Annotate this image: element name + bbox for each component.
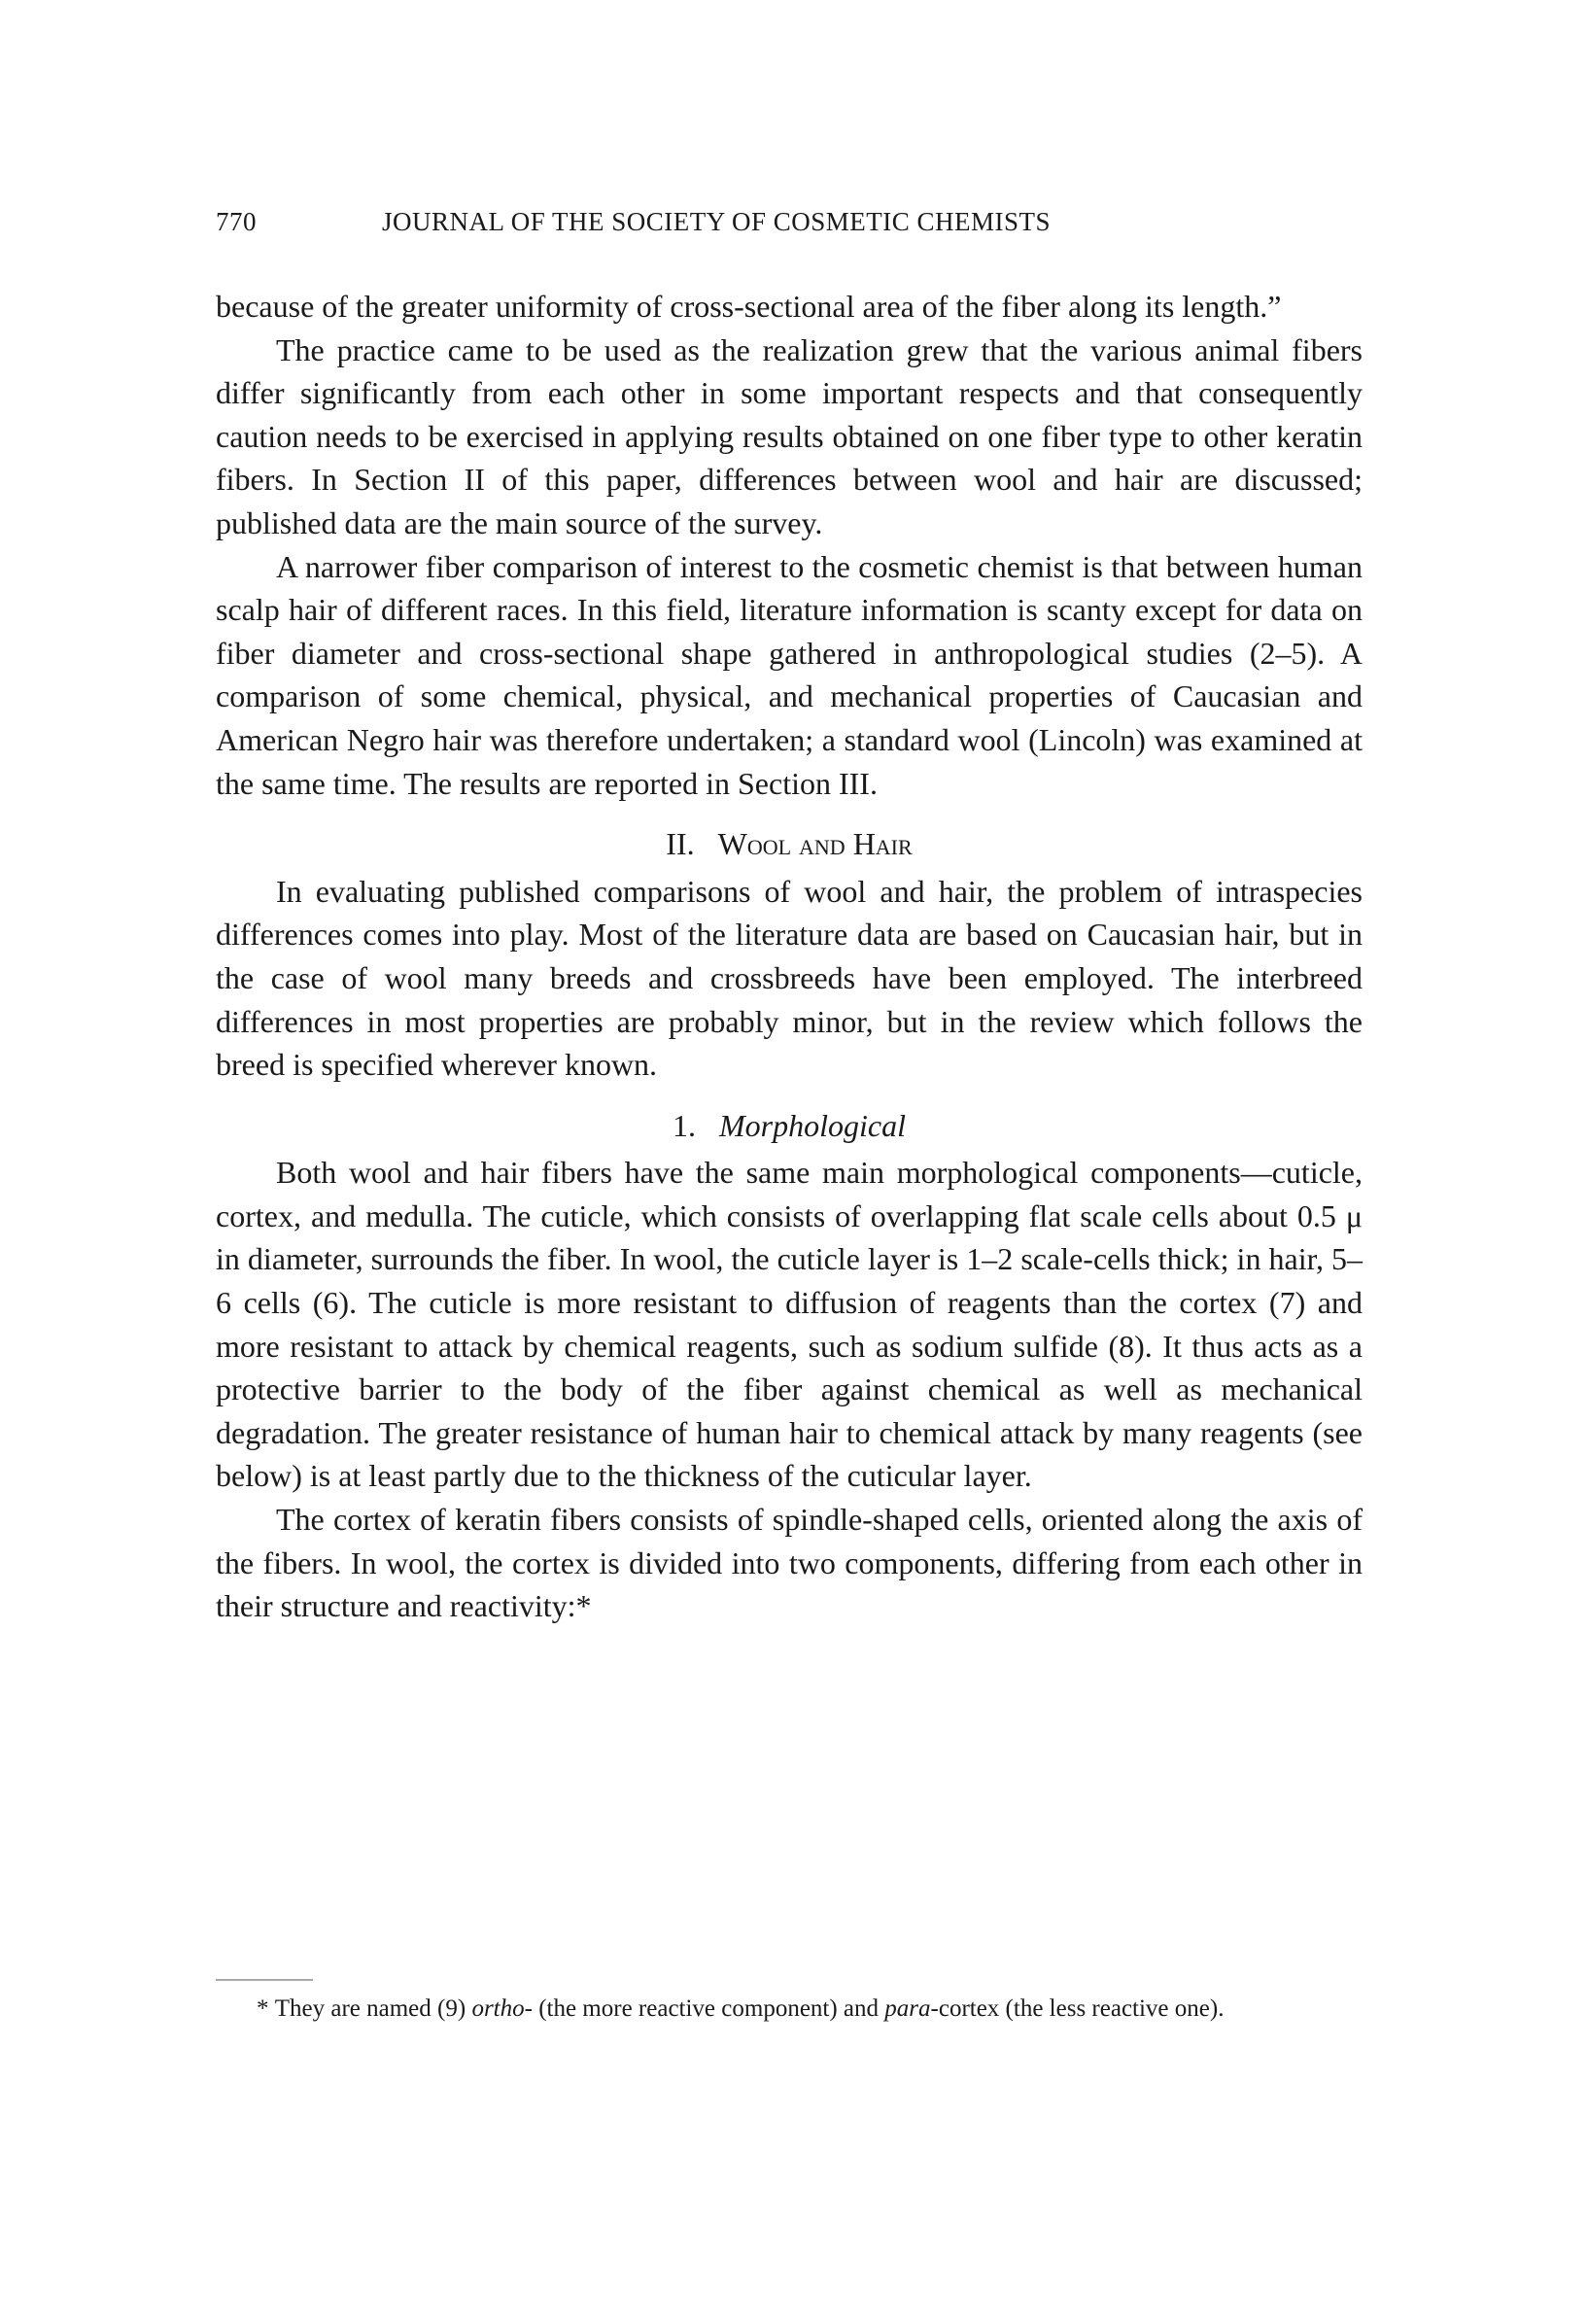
page-number: 770 xyxy=(216,207,257,236)
paragraph-narrower-comparison: A narrower fiber comparison of interest to the cosmetic chemist is that between human scalp hair of different races. In this field, literature information is scanty except for data on fiber diameter and cross-sectional shape gathered in anthropological studies (2–5). A comparison of some chemical, physical, and mechanical properties of Caucasian and American Negro hair was therefore undertaken; a standard wool (Lincoln) was examined at the same time. The results are reported in Section III. xyxy=(216,548,1363,801)
footnote-marker: * xyxy=(257,1995,269,2022)
footnote-text-before: They are named (9) xyxy=(274,1995,472,2022)
subsection-number: 1. xyxy=(673,1107,696,1143)
footnote-para: para- xyxy=(884,1995,939,2022)
footnote-rule xyxy=(216,1979,313,1981)
paragraph-cortex: The cortex of keratin fibers consists of spindle-shaped cells, oriented along the axis of the fibers. In wool, the cortex is divided into two components, differing from each other in their structure and reactivity:* xyxy=(216,1502,1363,1624)
paragraph-morphology: Both wool and hair fibers have the same main morphological components—cuticle, cortex, and medulla. The cuticle, which consists of overlapping flat scale cells about 0.5 μ in diameter, surrounds the fiber. In wool, the cuticle layer is 1–2 scale-cells thick; in hair, 5–6 cells (6). The cuticle is more resistant to diffusion of reagents than the cortex (7) and more resistant to attack by chemical reagents, such as sodium sulfide (8). It thus acts as a protective barrier to the body of the fiber against chemical as well as mechanical degradation. The greater resistance of human hair to chemical attack by many reagents (see below) is at least partly due to the thickness of the cuticular layer. xyxy=(216,1155,1363,1494)
journal-title: JOURNAL OF THE SOCIETY OF COSMETIC CHEMISTS xyxy=(382,207,1052,236)
footnote-text-middle: (the more reactive component) and xyxy=(532,1995,885,2022)
section-number: II. xyxy=(666,826,695,862)
footnote-text-after: cortex (the less reactive one). xyxy=(938,1995,1225,2022)
paragraph-continuation: because of the greater uniformity of cross-sectional area of the fiber along its length.” xyxy=(216,289,1282,324)
footnote-text xyxy=(216,1992,1363,2026)
paragraph-evaluating: In evaluating published comparisons of wool and hair, the problem of intraspecies differences comes into play. Most of the literature data are based on Caucasian hair, but in the case of wool many breeds and crossbreeds have been employed. The interbreed differences in most properties are probably minor, but in the review which follows the breed is specified wherever known. xyxy=(216,873,1363,1083)
footnote xyxy=(216,1992,1363,2026)
section-heading xyxy=(216,822,1363,866)
subsection-title: Morphological xyxy=(719,1107,906,1143)
paragraph-practice: The practice came to be used as the realization grew that the various animal fibers differ significantly from each other in some important respects and that consequently caution needs to be exercised in applying results obtained on one fiber type to other keratin fibers. In Section II of this paper, differences between wool and hair are discussed; published data are the main source of the survey. xyxy=(216,331,1363,540)
body-text xyxy=(216,285,1363,1628)
subsection-heading xyxy=(216,1104,1363,1148)
footnote-ortho: ortho- xyxy=(471,1995,533,2022)
section-title: Wool and Hair xyxy=(717,826,913,862)
